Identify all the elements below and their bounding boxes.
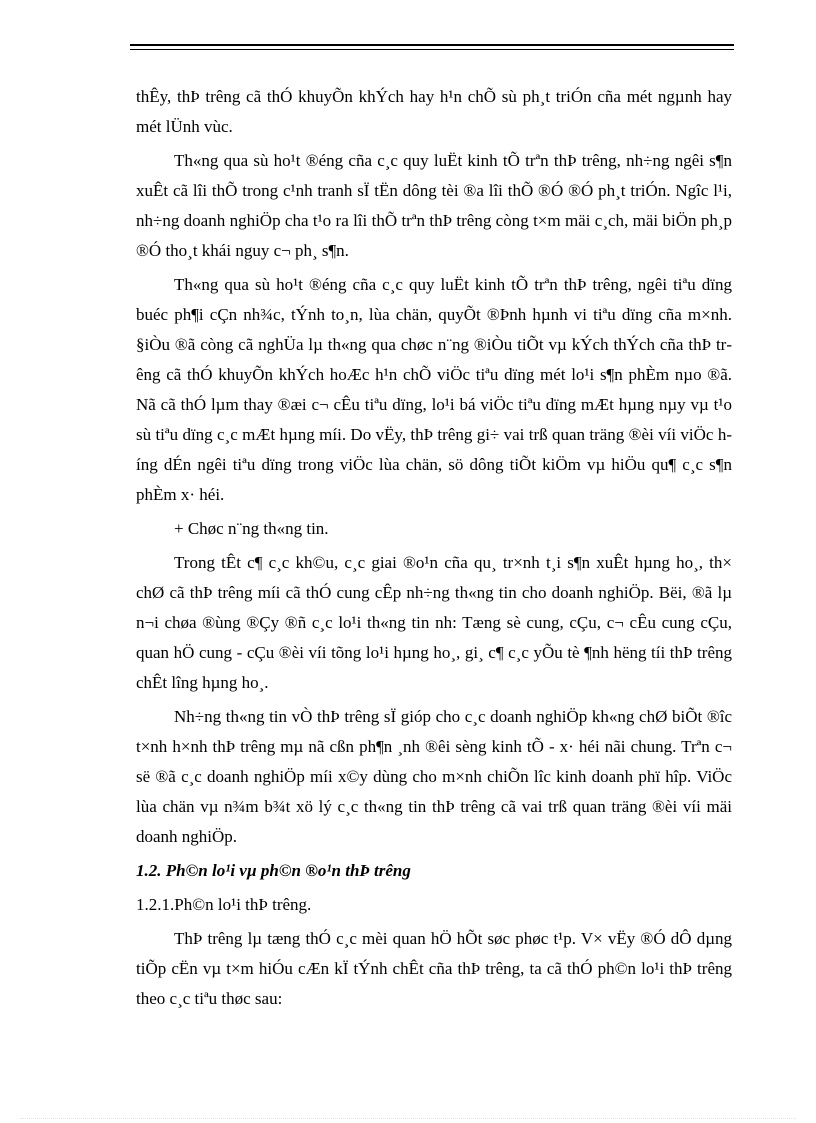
header-rule-thick bbox=[130, 44, 734, 46]
paragraph-consumers: Th«ng qua sù ho¹t ®éng cña c¸c quy luËt kinh tÕ trªn thÞ trêng, ngêi tiªu dïng buéc ph¶i cÇn nh¾c, tÝnh to¸n, lùa chän, quyÕt ®Þnh hµnh vi tiªu dïng cña m×nh. §iÒu ®ã còng cã nghÜa lµ th«ng qua chøc n¨ng ®iÒu tiÕt vµ kÝch thÝch cña thÞ trêng cã thÓ khuyÕn khÝch hoÆc h¹n chÕ viÖc tiªu dïng mét lo¹i s¶n phÈm nµo ®ã. Nã cã thÓ lµm thay ®æi c¬ cÊu tiªu dïng, lo¹i bá viÖc tiªu dïng mÆt hµng nµy vµ t¹o sù tiªu dïng c¸c mÆt hµng míi. Do vËy, thÞ trêng gi÷ vai trß quan träng ®èi víi viÖc híng dÉn ngêi tiªu dïng trong viÖc lùa chän, sö dông tiÕt kiÖm vµ hiÖu qu¶ c¸c s¶n phÈm x· héi. bbox=[136, 275, 732, 504]
paragraph-producers: Th«ng qua sù ho¹t ®éng cña c¸c quy luËt kinh tÕ trªn thÞ trêng, nh÷ng ngêi s¶n xuÊt cã lîi thÕ trong c¹nh tranh sÏ tËn dông tèi ®a lîi thÕ ®Ó ®Ó ph¸t triÓn. Ngîc l¹i, nh÷ng doanh nghiÖp cha t¹o ra lîi thÕ trªn thÞ trêng còng t×m mäi c¸ch, mäi biÖn ph¸p ®Ó tho¸t khái nguy c¬ ph¸ s¶n. bbox=[136, 151, 732, 260]
section-heading: 1.2. Ph©n lo¹i vµ ph©n ®o¹n thÞ trêng bbox=[136, 861, 411, 880]
paragraph-market-information: Nh÷ng th«ng tin vÒ thÞ trêng sÏ gióp cho c¸c doanh nghiÖp kh«ng chØ biÕt ®îc t×nh h×nh thÞ trêng mµ nã cßn ph¶n ¸nh ®êi sèng kinh tÕ - x· héi nãi chung. Trªn c¬ së ®ã c¸c doanh nghiÖp míi x©y dùng cho m×nh chiÕn lîc kinh doanh phï hîp. ViÖc lùa chän vµ n¾m b¾t xö lý c¸c th«ng tin thÞ trêng cã vai trß quan träng ®èi víi mäi doanh nghiÖp. bbox=[136, 707, 732, 846]
paragraph-information: Trong tÊt c¶ c¸c kh©u, c¸c giai ®o¹n cña qu¸ tr×nh t¸i s¶n xuÊt hµng ho¸, th× chØ cã thÞ trêng míi cã thÓ cung cÊp nh÷ng th«ng tin cho doanh nghiÖp. Bëi, ®ã lµ n¬i chøa ®ùng ®Çy ®ñ c¸c lo¹i th«ng tin nh: Tæng sè cung, cÇu, c¬ cÊu cung cÇu, quan hÖ cung - cÇu ®èi víi tõng lo¹i hµng ho¸, gi¸ c¶ c¸c yÕu tè ¶nh hëng tíi thÞ trêng chÊt lîng hµng ho¸. bbox=[136, 553, 732, 692]
page-body bbox=[136, 82, 732, 1014]
footer-dotted-line bbox=[20, 1118, 796, 1119]
paragraph-continued: thÊy, thÞ trêng cã thÓ khuyÕn khÝch hay h¹n chÕ sù ph¸t triÓn cña mét ngµnh hay mét lÜnh vùc. bbox=[136, 87, 732, 136]
paragraph-classification: ThÞ trêng lµ tæng thÓ c¸c mèi quan hÖ hÕt søc phøc t¹p. V× vËy ®Ó dÔ dµng tiÕp cËn vµ t×m hiÓu cÆn kÏ tÝnh chÊt cña thÞ trêng, ta cã thÓ ph©n lo¹i thÞ trêng theo c¸c tiªu thøc sau: bbox=[136, 929, 732, 1008]
bullet-information-function: + Chøc n¨ng th«ng tin. bbox=[174, 519, 329, 538]
header-rule-thin bbox=[130, 49, 734, 50]
subsection-heading: 1.2.1.Ph©n lo¹i thÞ trêng. bbox=[136, 895, 312, 914]
